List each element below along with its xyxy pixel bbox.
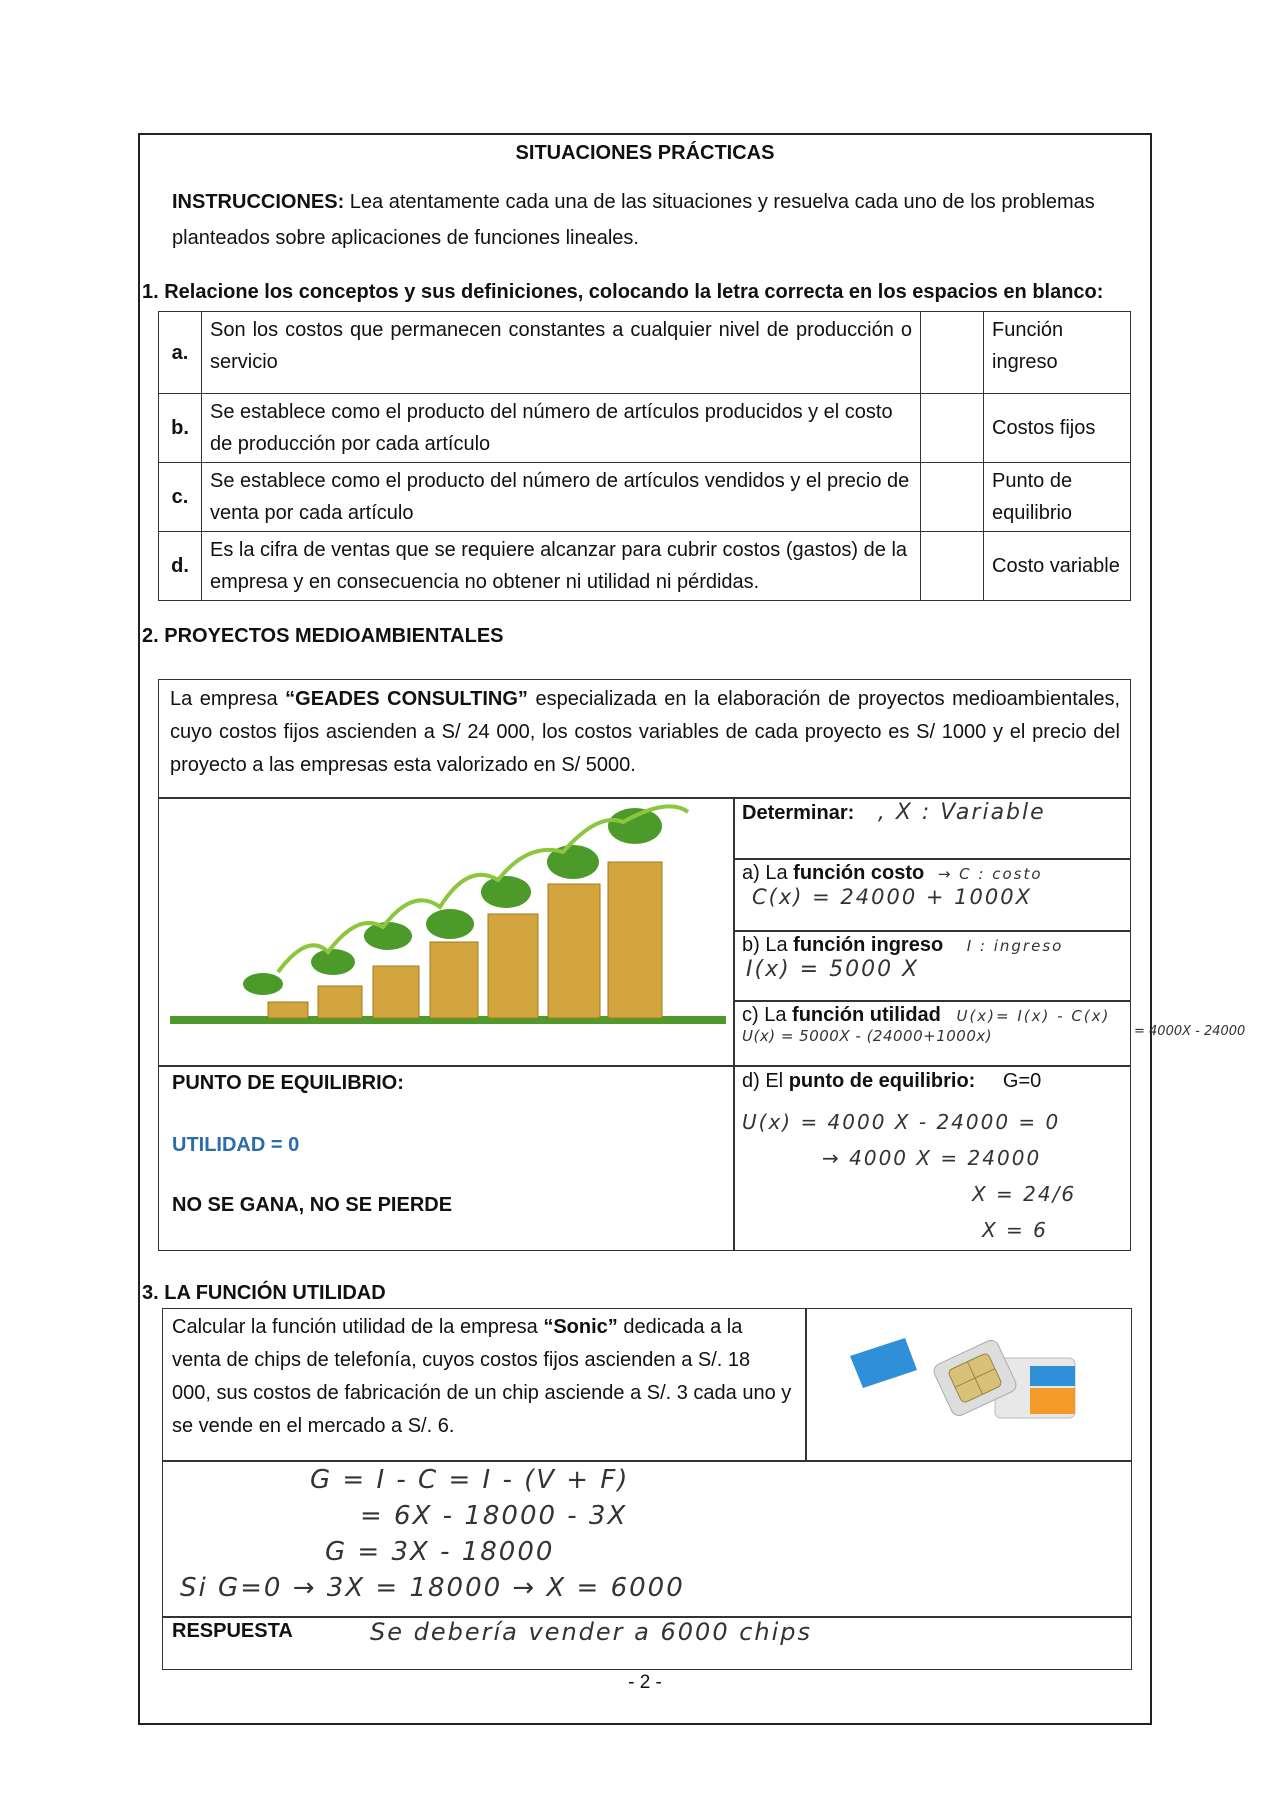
equilibrium-title: PUNTO DE EQUILIBRIO: [172, 1072, 404, 1094]
row-letter: b. [159, 394, 202, 463]
row-letter: c. [159, 463, 202, 532]
handwritten-note: I : ingreso [966, 937, 1064, 955]
handwritten-utility-function: U(x) = 5000X - (24000+1000x) [742, 1027, 993, 1045]
handwritten-utility-simplified: = 4000X - 24000 [1134, 1024, 1246, 1039]
paragraph-start: La empresa [170, 688, 278, 710]
handwritten-line: G = 3X - 18000 [325, 1537, 555, 1567]
instructions-label: INSTRUCCIONES: [172, 191, 345, 213]
part-c-prefix: c) La [742, 1004, 787, 1026]
row-definition: Se establece como el producto del número de artículos producidos y el costo de producción por cada artículo [202, 394, 921, 463]
section-2-paragraph [170, 683, 1120, 782]
handwritten-line: X = 6 [982, 1218, 1048, 1242]
sim-card-illustration [845, 1318, 1105, 1448]
part-b-prefix: b) La [742, 934, 788, 956]
growth-coins-illustration [168, 802, 728, 1032]
handwritten-utility-work [170, 1462, 1120, 1606]
part-d-prefix: d) El [742, 1070, 784, 1092]
part-a-prefix: a) La [742, 862, 788, 884]
handwritten-answer: Se debería vender a 6000 chips [370, 1618, 813, 1646]
section-3-heading: 3. LA FUNCIÓN UTILIDAD [142, 1282, 386, 1304]
instructions [172, 184, 1152, 256]
part-d-condition: G=0 [1002, 1070, 1042, 1092]
equilibrium-utility: UTILIDAD = 0 [172, 1134, 300, 1156]
handwritten-line: → 4000 X = 24000 [822, 1146, 1042, 1170]
section-2-heading: 2. PROYECTOS MEDIOAMBIENTALES [142, 625, 504, 647]
row-definition: Son los costos que permanecen constantes a cualquier nivel de producción o servicio [202, 312, 921, 394]
table-row [159, 394, 1131, 463]
page-number: - 2 - [628, 1672, 662, 1693]
paragraph-start: Calcular la función utilidad de la empresa [172, 1316, 538, 1338]
question-1-heading: 1. Relacione los conceptos y sus definiciones, colocando la letra correcta en los espacios en blanco: [142, 281, 1104, 303]
handwritten-variable-note: , X : Variable [877, 800, 1046, 825]
instructions-text: Lea atentamente cada una de las situaciones y resuelva cada uno de los problemas planteados sobre aplicaciones de funciones lineales. [172, 191, 1095, 249]
equilibrium-note: NO SE GANA, NO SE PIERDE [172, 1194, 453, 1216]
row-letter: d. [159, 532, 202, 601]
table-row [159, 463, 1131, 532]
handwritten-note: → C : costo [937, 865, 1043, 883]
handwritten-line: X = 24/6 [972, 1182, 1077, 1206]
part-b-row [742, 934, 1127, 982]
part-b-label: función ingreso [793, 934, 944, 956]
part-a-label: función costo [793, 862, 925, 884]
row-letter: a. [159, 312, 202, 394]
answer-blank[interactable] [921, 394, 984, 463]
row-concept: Costos fijos [984, 394, 1131, 463]
answer-label: RESPUESTA [172, 1620, 293, 1642]
matching-table [158, 311, 1131, 601]
company-name: “Sonic” [543, 1316, 618, 1338]
handwritten-line: Si G=0 → 3X = 18000 → X = 6000 [180, 1573, 685, 1603]
handwritten-income-function: I(x) = 5000 X [746, 957, 920, 982]
part-d-row [742, 1070, 1127, 1093]
answer-blank[interactable] [921, 532, 984, 601]
table-row [159, 532, 1131, 601]
part-d-label: punto de equilibrio: [788, 1070, 976, 1092]
row-concept: Función ingreso [984, 312, 1131, 394]
handwritten-line: = 6X - 18000 - 3X [360, 1501, 628, 1531]
part-a-row [742, 862, 1127, 909]
company-name: “GEADES CONSULTING” [285, 688, 528, 710]
row-concept: Costo variable [984, 532, 1131, 601]
section-3-paragraph [172, 1311, 792, 1443]
paragraph-rest: dedicada a la venta de chips de telefonía, cuyos costos fijos ascienden a S/. 18 000, sus costos de fabricación de un chip asciende a S/. 3 cada uno y se vende en el mercado a S/. 6. [172, 1316, 792, 1437]
table-row [159, 312, 1131, 394]
paragraph-rest: especializada en la elaboración de proyectos medioambientales, cuyo costos fijos ascienden a S/ 24 000, los costos variables de cada proyecto es S/ 1000 y el precio del proyecto a las empresas esta valorizado en S/ 5000. [170, 688, 1121, 776]
page-title: SITUACIONES PRÁCTICAS [515, 142, 775, 164]
handwritten-line: U(x) = 4000 X - 24000 = 0 [742, 1110, 1061, 1134]
handwritten-cost-function: C(x) = 24000 + 1000X [752, 885, 1033, 909]
answer-blank[interactable] [921, 312, 984, 394]
determinar-row [742, 800, 1127, 825]
part-c-row [742, 1004, 1142, 1045]
answer-blank[interactable] [921, 463, 984, 532]
handwritten-equilibrium-work [742, 1104, 1132, 1248]
handwritten-note: U(x)= I(x) - C(x) [956, 1007, 1111, 1025]
row-definition: Se establece como el producto del número de artículos vendidos y el precio de venta por cada artículo [202, 463, 921, 532]
row-concept: Punto de equilibrio [984, 463, 1131, 532]
handwritten-line: G = I - C = I - (V + F) [310, 1465, 630, 1495]
determinar-label: Determinar: [742, 802, 855, 824]
row-definition: Es la cifra de ventas que se requiere alcanzar para cubrir costos (gastos) de la empresa y en consecuencia no obtener ni utilidad ni pérdidas. [202, 532, 921, 601]
part-c-label: función utilidad [792, 1004, 941, 1026]
